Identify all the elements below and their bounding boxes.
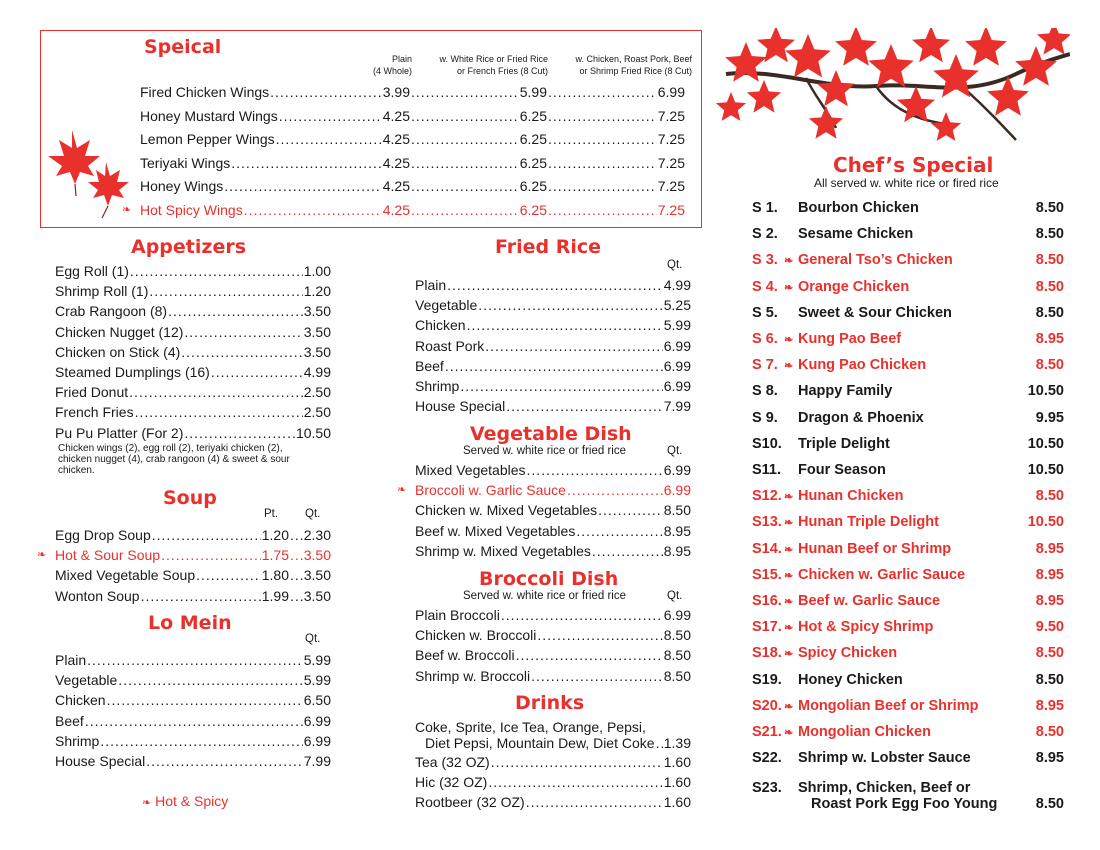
fried-rice-col-qt: Qt. [667,259,683,271]
maple-leaf-icon: ❧ [784,517,794,530]
appetizers-title: Appetizers [131,236,247,258]
maple-leaf-decoration [912,28,950,62]
maple-leaf-decoration [817,70,855,106]
chef-item: S17. ❧ Hot & Spicy Shrimp 9.50 [750,617,1064,639]
maple-leaf-icon: ❧ [784,491,794,504]
maple-leaf-icon: ❧ [784,255,794,268]
vegetable-dish-item: Broccoli w. Garlic Sauce ..... 6.99 [415,481,691,499]
lo-mein-item: Beef ..... 6.99 [55,712,331,730]
maple-leaf-icon: ❧ [784,334,794,346]
maple-leaf-decoration [809,106,843,139]
lo-mein-item: Chicken ..... 6.50 [55,691,331,709]
appetizer-item: Steamed Dumplings (16) ..... 4.99 [55,363,331,381]
chef-item: S11. Four Season 10.50 [752,462,1064,478]
special-item: Honey Wings ..... 4.25 [140,177,410,195]
appetizer-item: Fried Donut ..... 2.50 [55,383,331,401]
lo-mein-item: Plain ..... 5.99 [55,651,331,669]
chef-item: S 6. ❧ Kung Pao Beef 8.95 [750,329,1064,351]
chef-item: S 5. Sweet & Sour Chicken 8.50 [752,304,1064,321]
maple-leaf-icon: ❧ [784,596,794,608]
soup-item-qt: ..... 3.50 [289,566,331,584]
special-item-rice: ..... 6.25 [410,201,547,219]
maple-leaf-icon: ❧ [784,622,794,635]
special-item-combo: ..... 7.25 [547,107,685,125]
maple-leaf-icon: ❧ [37,549,47,562]
chefs-special-title: Chef’s Special [833,153,994,177]
fried-rice-item: Vegetable ..... 5.25 [415,296,691,314]
appetizer-item: Crab Rangoon (8) ..... 3.50 [55,302,331,320]
maple-leaf-decoration [725,42,767,82]
chef-item: S15. ❧ Chicken w. Garlic Sauce 8.95 [750,565,1064,587]
fried-rice-item: Chicken ..... 5.99 [415,316,691,334]
hot-spicy-legend: ❧ Hot & Spicy [142,793,229,809]
special-col-combo: w. Chicken, Roast Pork, Beef or Shrimp Fried Rice (8 Cut) [575,54,692,76]
fried-rice-title: Fried Rice [495,236,602,258]
special-item-rice: ..... 6.25 [410,177,547,195]
lo-mein-col-qt: Qt. [305,633,321,645]
soup-item: Egg Drop Soup ..... 1.20 [55,526,289,544]
fried-rice-item: House Special ..... 7.99 [415,397,691,415]
lo-mein-item: House Special ..... 7.99 [55,752,331,770]
vegetable-dish-item: Beef w. Mixed Vegetables ..... 8.95 [415,522,691,540]
maple-leaf-icon: ❧ [397,484,407,497]
chef-item: S 2. Sesame Chicken 8.50 [752,226,1064,243]
maple-leaf-decoration [868,44,914,87]
maple-leaf-icon: ❧ [784,569,794,582]
special-item: Fired Chicken Wings ..... 3.99 [140,83,410,101]
chef-item: S 3. ❧ General Tso’s Chicken 8.50 [750,250,1064,272]
soup-item: Mixed Vegetable Soup ..... 1.80 [55,566,289,584]
fried-rice-item: Plain ..... 4.99 [415,276,691,294]
special-col-rice: w. White Rice or Fried Rice or French Fries (8 Cut) [439,54,548,76]
chef-item: S 8. Happy Family 10.50 [752,383,1064,400]
chef-item-s23: S23. Shrimp, Chicken, Beef or Roast Pork Egg Foo Young 8.50 [752,780,1064,812]
chef-item: S10. Triple Delight 10.50 [752,435,1064,452]
soup-item-qt: ..... 3.50 [289,546,331,564]
maple-leaf-icon: ❧ [122,203,132,216]
soup-col-pt: Pt. [264,508,279,520]
maple-leaf-decoration [1015,46,1057,86]
soda-row: Diet Pepsi, Mountain Dew, Diet Coke ..... 1.39 [425,734,691,752]
drink-item: Tea (32 OZ) ..... 1.60 [415,753,691,771]
soup-item: Hot & Sour Soup ..... 1.75 [55,546,289,564]
soda-line-1: Coke, Sprite, Ice Tea, Orange, Pepsi, [415,719,646,735]
appetizer-item: Chicken Nugget (12) ..... 3.50 [55,323,331,341]
chef-item: S14. ❧ Hunan Beef or Shrimp 8.95 [750,539,1064,561]
drink-item: Hic (32 OZ) ..... 1.60 [415,773,691,791]
soup-col-qt: Qt. [305,508,321,520]
appetizer-item: French Fries ..... 2.50 [55,403,331,421]
special-item-combo: ..... 7.25 [547,201,685,219]
chef-item: S 7. ❧ Kung Pao Chicken 8.50 [750,355,1064,377]
chef-item: S 1. Bourbon Chicken 8.50 [752,200,1064,216]
chef-item: S20. ❧ Mongolian Beef or Shrimp 8.95 [750,696,1064,718]
maple-leaves-icon [42,122,134,220]
maple-leaf-icon: ❧ [784,281,794,294]
broccoli-dish-col-qt: Qt. [667,590,683,602]
broccoli-dish-item: Beef w. Broccoli ..... 8.50 [415,646,691,664]
special-item-combo: ..... 7.25 [547,130,685,148]
drink-item: Rootbeer (32 OZ) ..... 1.60 [415,793,691,811]
appetizer-item: Chicken on Stick (4) ..... 3.50 [55,343,331,361]
special-item-rice: ..... 6.25 [410,130,547,148]
platter-note: Chicken wings (2), egg roll (2), teriyaki chicken (2), chicken nugget (4), crab rangoon (4) & sweet & sour chicken. [58,443,290,476]
special-item-rice: ..... 5.99 [410,83,547,101]
maple-leaf-decoration [747,80,781,113]
vegetable-dish-item: Chicken w. Mixed Vegetables ..... 8.50 [415,501,691,519]
broccoli-dish-item: Plain Broccoli ..... 6.99 [415,606,691,624]
fried-rice-item: Roast Pork ..... 6.99 [415,337,691,355]
special-item: Teriyaki Wings ..... 4.25 [140,154,410,172]
chef-item: S16. ❧ Beef w. Garlic Sauce 8.95 [750,591,1064,613]
special-item: Lemon Pepper Wings ..... 4.25 [140,130,410,148]
lo-mein-item: Shrimp ..... 6.99 [55,732,331,750]
vegetable-dish-item: Shrimp w. Mixed Vegetables ..... 8.95 [415,542,691,560]
soup-item-qt: ..... 2.30 [289,526,331,544]
soup-item-qt: ..... 3.50 [289,587,331,605]
maple-leaf-icon: ❧ [142,797,152,809]
broccoli-dish-subtitle: Served w. white rice or fried rice [463,590,626,602]
appetizer-item: Pu Pu Platter (For 2) ..... 10.50 [55,424,331,442]
maple-branch-illustration [716,28,1070,150]
lo-mein-item: Vegetable ..... 5.99 [55,671,331,689]
maple-leaf-decoration [1037,28,1070,55]
special-item-combo: ..... 7.25 [547,177,685,195]
maple-leaf-icon: ❧ [784,727,794,739]
special-item: Honey Mustard Wings ..... 4.25 [140,107,410,125]
fried-rice-item: Shrimp ..... 6.99 [415,377,691,395]
fried-rice-item: Beef ..... 6.99 [415,357,691,375]
appetizer-item: Shrimp Roll (1) ..... 1.20 [55,282,331,300]
maple-leaf-decoration [931,112,961,141]
chef-item: S13. ❧ Hunan Triple Delight 10.50 [750,512,1064,534]
chef-item: S 9. Dragon & Phoenix 9.95 [752,409,1064,426]
chef-item: S12. ❧ Hunan Chicken 8.50 [750,486,1064,508]
special-item-combo: ..... 7.25 [547,154,685,172]
chef-item: S18. ❧ Spicy Chicken 8.50 [750,643,1064,665]
vegetable-dish-title: Vegetable Dish [470,423,632,445]
broccoli-dish-title: Broccoli Dish [479,568,619,590]
chef-item: S 4. ❧ Orange Chicken 8.50 [750,277,1064,299]
chef-item: S21. ❧ Mongolian Chicken 8.50 [750,722,1064,744]
maple-leaf-icon: ❧ [784,700,794,713]
special-item-rice: ..... 6.25 [410,107,547,125]
special-item-rice: ..... 6.25 [410,154,547,172]
vegetable-dish-item: Mixed Vegetables ..... 6.99 [415,461,691,479]
special-item-combo: ..... 6.99 [547,83,685,101]
chef-item: S19. Honey Chicken 8.50 [752,671,1064,688]
maple-leaf-decoration [716,92,746,121]
special-item: Hot Spicy Wings ..... 4.25 [140,201,410,219]
broccoli-dish-item: Chicken w. Broccoli ..... 8.50 [415,626,691,644]
soup-item: Wonton Soup ..... 1.99 [55,587,289,605]
maple-leaf-decoration [965,28,1007,66]
vegetable-dish-col-qt: Qt. [667,445,683,457]
special-col-plain: Plain (4 Whole) [372,54,412,76]
chef-item: S22. Shrimp w. Lobster Sauce 8.95 [752,750,1064,767]
maple-leaf-decoration [835,28,877,66]
maple-leaf-icon: ❧ [784,360,794,373]
broccoli-dish-item: Shrimp w. Broccoli ..... 8.50 [415,667,691,685]
special-title: Speical [144,36,222,58]
drinks-title: Drinks [515,692,585,714]
maple-leaf-icon: ❧ [784,648,794,661]
soup-title: Soup [163,487,217,509]
maple-leaf-icon: ❧ [784,543,794,556]
lo-mein-title: Lo Mein [148,612,232,634]
appetizer-item: Egg Roll (1) ..... 1.00 [55,262,331,280]
chefs-special-subtitle: All served w. white rice or fired rice [814,176,999,190]
vegetable-dish-subtitle: Served w. white rice or fried rice [463,445,626,457]
